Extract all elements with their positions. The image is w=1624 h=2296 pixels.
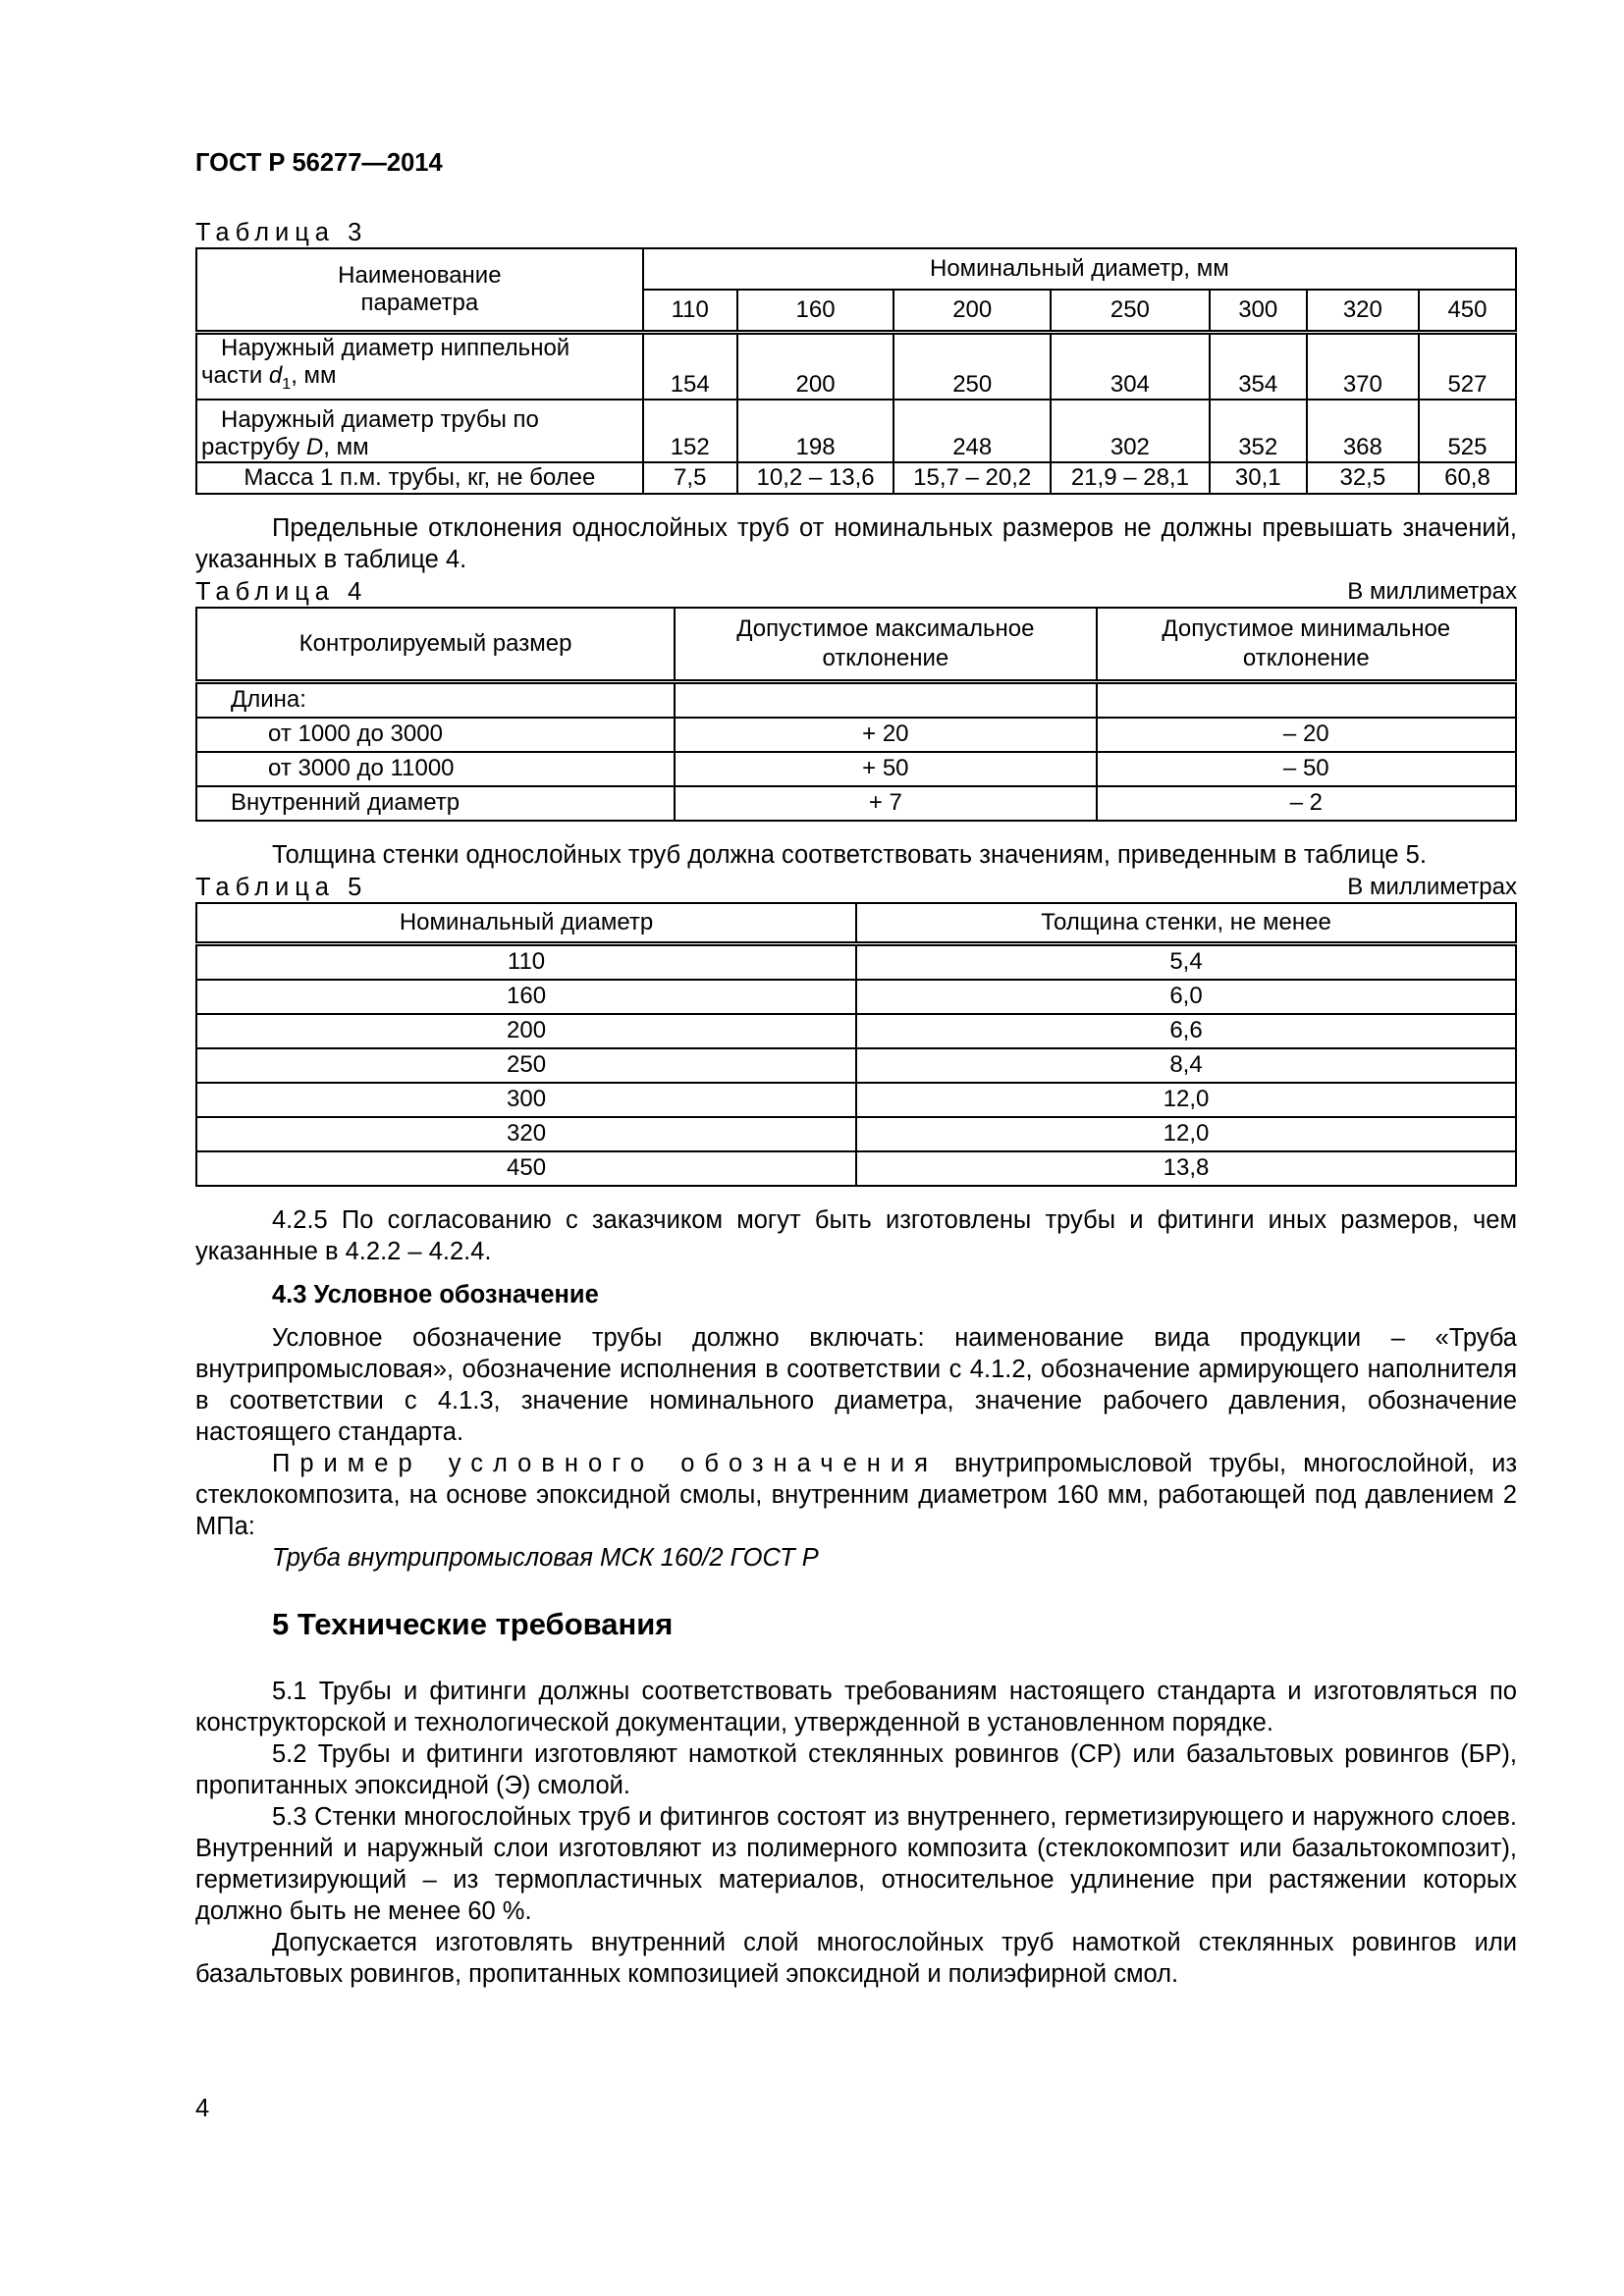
document-page [195,147,1517,1990]
table3-cell: 200 [737,333,894,400]
table3-cell: 21,9 – 28,1 [1051,462,1210,494]
table3-cell: 302 [1051,400,1210,462]
table3-cell: 248 [893,400,1051,462]
table5-cell: 12,0 [856,1117,1516,1151]
table4-header: Допустимое максимальное отклонение [675,608,1096,682]
table4-header: Контролируемый размер [196,608,675,682]
paragraph: 4.2.5 По согласованию с заказчиком могут быть изготовлены трубы и фитинги иных размеров, чем указанные в 4.2.2 – 4.2.4. [195,1205,1517,1265]
table4-label: от 3000 до 11000 [196,752,675,786]
table5-cell: 250 [196,1048,856,1083]
table5-header: Номинальный диаметр [196,903,856,944]
table3-cell: 60,8 [1419,462,1516,494]
table5 [195,902,1517,1187]
paragraph: 5.1 Трубы и фитинги должны соответствовать требованиям настоящего стандарта и изготовляться по конструкторской и технологической документации, утвержденной в установленном порядке. [195,1677,1517,1736]
table3-cell: 370 [1307,333,1419,400]
table3-cell: 30,1 [1210,462,1307,494]
table4-caption-row [195,577,1517,607]
table3-cell: 32,5 [1307,462,1419,494]
table3-cell: 354 [1210,333,1307,400]
table3-diameter-cell: 110 [643,290,737,333]
table3-cell: 368 [1307,400,1419,462]
table3-diameter-cell: 450 [1419,290,1516,333]
table5-cell: 13,8 [856,1151,1516,1186]
table3-cell: 304 [1051,333,1210,400]
table3-cell: 154 [643,333,737,400]
table5-cell: 6,0 [856,980,1516,1014]
table3-cell: 527 [1419,333,1516,400]
table3-row [196,333,1516,400]
table3-caption-row [195,218,1517,247]
table4-max [675,681,1096,718]
table4-unit: В миллиметрах [1347,577,1517,605]
table4-label: Длина: [196,681,675,718]
table3-caption: Таблица 3 [195,219,368,246]
table4-min: – 20 [1097,718,1516,752]
table5-cell: 8,4 [856,1048,1516,1083]
table5-cell: 160 [196,980,856,1014]
table3-cell: 7,5 [643,462,737,494]
table5-row [196,980,1516,1014]
table5-row [196,1083,1516,1117]
table5-cell: 12,0 [856,1083,1516,1117]
paragraph: Пример условного обозначения внутрипромысловой трубы, многослойной, из стеклокомпозита, на основе эпоксидной смолы, внутренним диаметром 160 мм, работающей под давлением 2 МПа: [195,1449,1518,1540]
paragraph: Толщина стенки однослойных труб должна соответствовать значениям, приведенным в таблице 5. [272,840,1427,869]
table3-cell: 10,2 – 13,6 [737,462,894,494]
table3-cell: 525 [1419,400,1516,462]
table3-row-label: Наружный диаметр ниппельной части $d_1$, мм [196,333,643,400]
table4-row [196,786,1516,821]
table4-max: + 7 [675,786,1096,821]
table3 [195,247,1517,495]
document-header: ГОСТ Р 56277—2014 [195,149,443,177]
table4-row [196,752,1516,786]
paragraph: 5.2 Трубы и фитинги изготовляют намоткой стеклянных ровингов (СР) или базальтовых ровингов (БР), пропитанных эпоксидной (Э) смолой. [195,1739,1517,1799]
table4-min: – 2 [1097,786,1516,821]
table3-param-header: Наименование параметра [196,248,643,333]
table3-cell: 198 [737,400,894,462]
table3-diameter-header: Номинальный диаметр, мм [643,248,1516,290]
table3-diameter-cell: 300 [1210,290,1307,333]
table5-cell: 320 [196,1117,856,1151]
table5-row [196,1117,1516,1151]
table5-cell: 450 [196,1151,856,1186]
table4-min: – 50 [1097,752,1516,786]
table4-label: от 1000 до 3000 [196,718,675,752]
example-designation: Труба внутрипромысловая МСК 160/2 ГОСТ Р [272,1543,819,1572]
table5-caption-row [195,873,1517,902]
table4-caption: Таблица 4 [195,577,368,606]
table3-diameter-cell: 320 [1307,290,1419,333]
table3-cell: 152 [643,400,737,462]
table5-cell: 200 [196,1014,856,1048]
table3-row [196,462,1516,494]
table5-row [196,1048,1516,1083]
table4 [195,607,1517,822]
table3-cell: 15,7 – 20,2 [893,462,1051,494]
table5-cell: 6,6 [856,1014,1516,1048]
table4-header: Допустимое минимальное отклонение [1097,608,1516,682]
paragraph: Допускается изготовлять внутренний слой многослойных труб намоткой стеклянных ровингов или базальтовых ровингов, пропитанных композицией эпоксидной и полиэфирной смол. [195,1928,1517,1988]
table5-cell: 5,4 [856,943,1516,980]
table3-diameter-cell: 250 [1051,290,1210,333]
table3-cell: 250 [893,333,1051,400]
table3-row [196,400,1516,462]
table5-caption: Таблица 5 [195,873,368,901]
page-number: 4 [195,2095,210,2122]
table5-unit: В миллиметрах [1347,873,1517,900]
table4-max: + 20 [675,718,1096,752]
table5-header: Толщина стенки, не менее [856,903,1516,944]
table3-cell: 352 [1210,400,1307,462]
table5-cell: 110 [196,943,856,980]
table5-cell: 300 [196,1083,856,1117]
table3-diameter-cell: 160 [737,290,894,333]
paragraph: 5.3 Стенки многослойных труб и фитингов состоят из внутреннего, герметизирующего и наружного слоев. Внутренний и наружный слои изготовляют из полимерного композита (стеклокомпозит или базальтокомпозит), герметизирующий – из термопластичных материалов, относительное удлинение при растяжении которых должно быть не менее 60 %. [195,1802,1517,1925]
table4-label: Внутренний диаметр [196,786,675,821]
table4-max: + 50 [675,752,1096,786]
table3-row-label: Наружный диаметр трубы по раструбу D, мм [196,400,643,462]
paragraph: Условное обозначение трубы должно включать: наименование вида продукции – «Труба внутрипромысловая», обозначение исполнения в соответствии с 4.1.2, обозначение армирующего наполнителя в соответствии с 4.1.3, значение номинального диаметра, значение рабочего давления, обозначение настоящего стандарта. [195,1323,1517,1446]
table5-row [196,1151,1516,1186]
paragraph: Предельные отклонения однослойных труб от номинальных размеров не должны превышать значений, указанных в таблице 4. [195,513,1517,573]
table5-row [196,1014,1516,1048]
table5-row [196,943,1516,980]
table4-row [196,681,1516,718]
table4-row [196,718,1516,752]
section-heading: 5 Технические требования [272,1606,674,1641]
table3-diameter-cell: 200 [893,290,1051,333]
example-label: Пример условного обозначения [272,1449,938,1477]
section-heading: 4.3 Условное обозначение [272,1280,599,1308]
table3-row-label: Масса 1 п.м. трубы, кг, не более [196,462,643,494]
table4-min [1097,681,1516,718]
